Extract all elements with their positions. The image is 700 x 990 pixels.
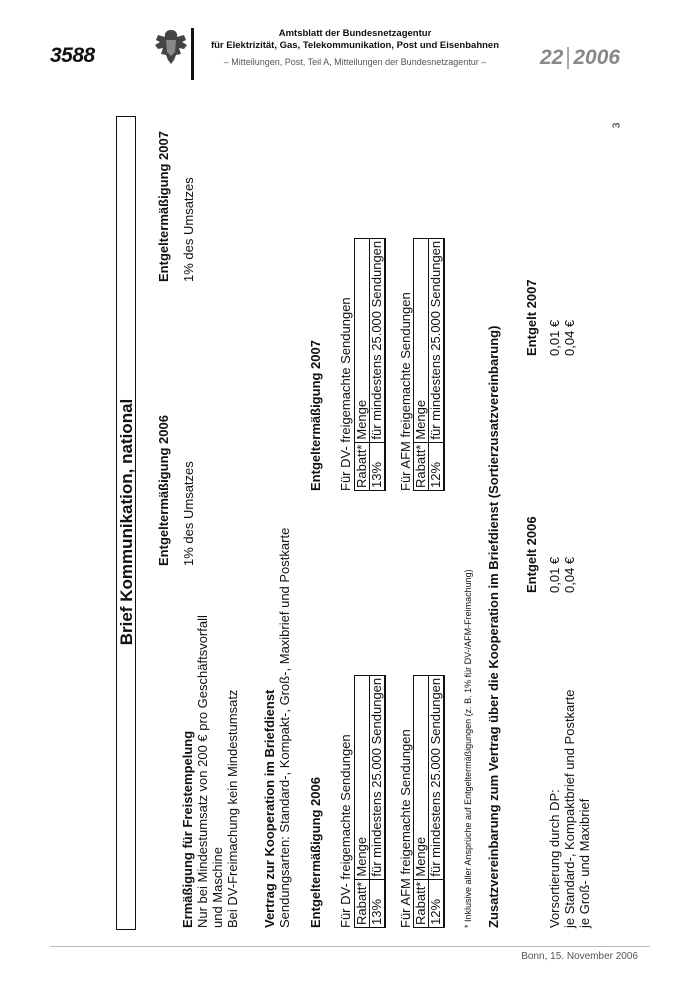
afm-caption-2007: Für AFM freigemachte Sendungen [398,292,413,491]
zusatz-row-2-label: je Groß- und Maxibrief [577,798,592,928]
rabatt-cell: 13% [370,442,386,490]
masthead-line-2: für Elektrizität, Gas, Telekommunikation, Post und Eisenbahnen [210,40,500,51]
col-rabatt: Rabatt* [414,442,429,490]
table-header-row [355,675,370,927]
menge-cell: für mindestens 25.000 Sendungen [429,238,445,442]
menge-cell: für mindestens 25.000 Sendungen [370,675,386,879]
table-header-row [355,238,370,490]
table-header-row [414,238,429,490]
footnote: * Inklusive aller Ansprüche auf Entgeltermäßigungen (z. B. 1% für DV-/AFM-Freimachung) [463,569,473,928]
zusatz-row-1-2006: 0,01 € [547,556,562,593]
col-menge: Menge [414,238,429,442]
col-menge: Menge [414,675,429,879]
footer-divider [50,946,650,947]
footer-date: Bonn, 15. November 2006 [521,951,638,962]
page-number: 3588 [50,44,95,67]
zusatz-heading: Zusatzvereinbarung zum Vertrag über die Kooperation im Briefdienst (Sortierzusatzvereinbarung) [486,325,501,928]
dv-caption-2007: Für DV- freigemachte Sendungen [338,297,353,491]
freistempelung-value-2007: 1% des Umsatzes [181,177,196,282]
masthead-line-3: – Mitteilungen, Post, Teil A, Mitteilungen der Bundesnetzagentur – [223,57,487,67]
zusatz-row-2-2007: 0,04 € [562,319,577,356]
table-row [429,675,445,927]
col-2007-heading: Entgeltermäßigung 2007 [156,131,171,282]
federal-eagle-logo [152,26,190,68]
kooperation-sendungsarten: Sendungsarten: Standard-, Kompakt-, Groß-, Maxibrief und Postkarte [277,527,292,928]
zusatz-row-2-2006: 0,04 € [562,556,577,593]
table-row [429,238,445,490]
table-row [370,675,386,927]
afm-caption-2006: Für AFM freigemachte Sendungen [398,729,413,928]
masthead-line-1: Amtsblatt der Bundesnetzagentur [278,28,432,39]
dv-table-2006 [354,675,386,928]
rabatt-cell: 12% [429,879,445,927]
zusatz-row-1-label: je Standard-, Kompaktbrief und Postkarte [562,689,577,928]
col-menge: Menge [355,238,370,442]
issue-number: 22 [540,46,564,69]
vorsortierung-label: Vorsortierung durch DP: [547,789,562,928]
col-rabatt: Rabatt* [355,442,370,490]
col-2006-heading: Entgeltermäßigung 2006 [156,415,171,566]
col-menge: Menge [355,675,370,879]
issue-divider [567,47,569,69]
document-title: Brief Kommunikation, national [117,398,136,646]
menge-cell: für mindestens 25.000 Sendungen [370,238,386,442]
dv-caption-2006: Für DV- freigemachte Sendungen [338,734,353,928]
table-header-row [414,675,429,927]
rotated-content [116,116,636,928]
menge-cell: für mindestens 25.000 Sendungen [429,675,445,879]
rabatt-cell: 12% [429,442,445,490]
header-divider-bar [191,28,194,80]
scan-page-number: 3 [611,122,623,129]
table-row [370,238,386,490]
zusatz-row-1-2007: 0,01 € [547,319,562,356]
issue-year: 2006 [573,46,621,69]
col-rabatt: Rabatt* [355,879,370,927]
freistempelung-value-2006: 1% des Umsatzes [181,461,196,566]
header-masthead [200,28,510,70]
dv-table-2007 [354,238,386,491]
freistempelung-line-2: und Maschine [210,847,225,928]
afm-table-2006 [413,675,445,928]
afm-table-2007 [413,238,445,491]
ermaessigung-2006-heading: Entgeltermäßigung 2006 [308,777,323,928]
rabatt-cell: 13% [370,879,386,927]
entgelt-2007-heading: Entgelt 2007 [524,279,539,356]
kooperation-heading: Vertrag zur Kooperation im Briefdienst [262,689,277,928]
issue-label [540,46,620,70]
freistempelung-line-1: Nur bei Mindestumsatz von 200 € pro Geschäftsvorfall [195,615,210,928]
freistempelung-heading: Ermäßigung für Freistempelung [180,730,195,928]
entgelt-2006-heading: Entgelt 2006 [524,516,539,593]
col-rabatt: Rabatt* [414,879,429,927]
ermaessigung-2007-heading: Entgeltermäßigung 2007 [308,340,323,491]
freistempelung-line-3: Bei DV-Freimachung kein Mindestumsatz [225,689,240,928]
